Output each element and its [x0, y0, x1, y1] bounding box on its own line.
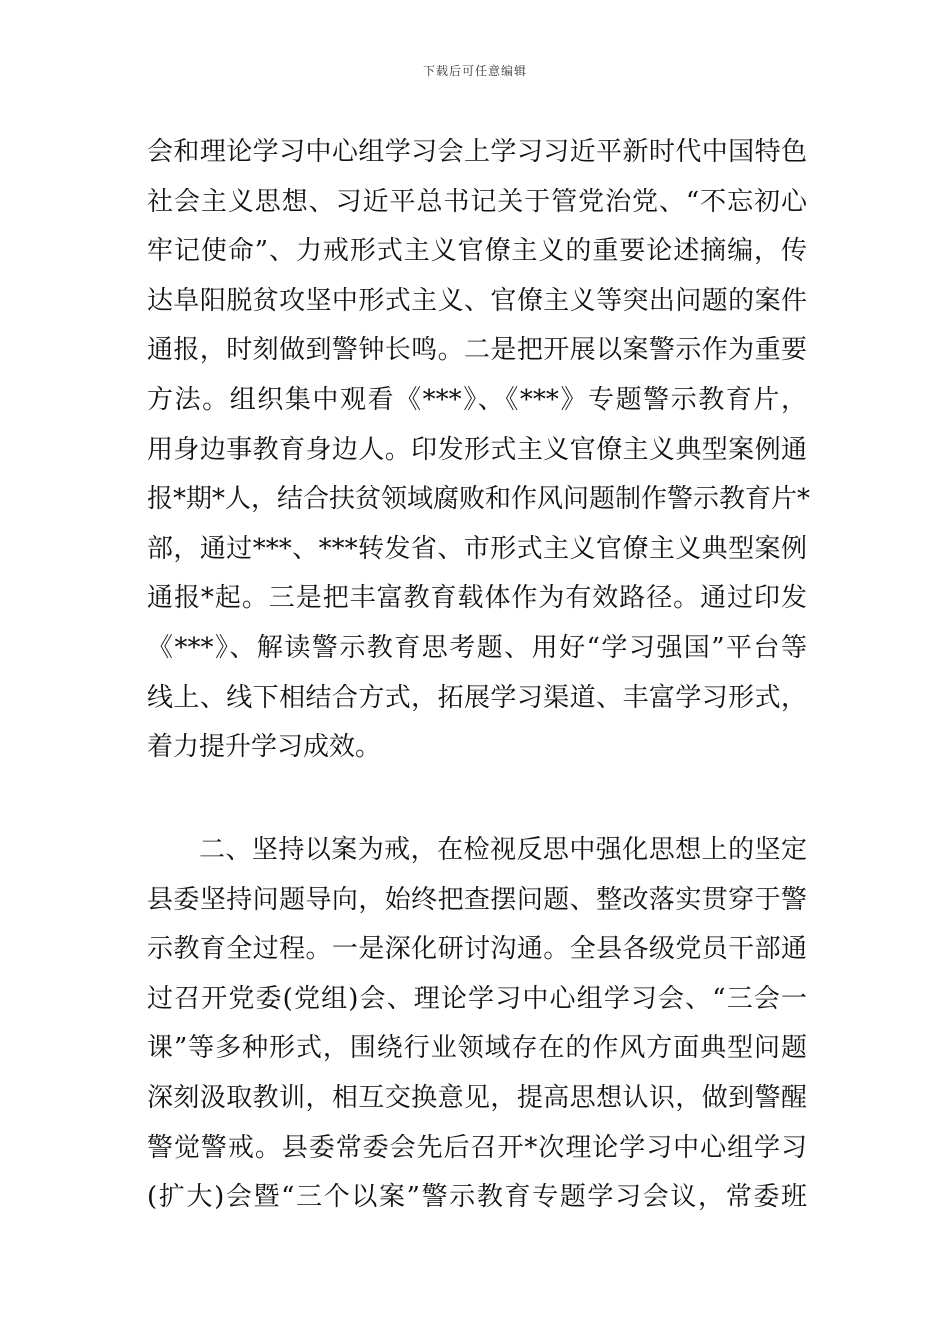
- section-heading: 二、坚持以案为戒，在检视反思中强化思想上的坚定: [199, 835, 807, 865]
- text-line: 会和理论学习中心组学习会上学习习近平新时代中国特色: [147, 137, 807, 167]
- text-line: 通报*起。三是把丰富教育载体作为有效路径。通过印发: [147, 583, 807, 614]
- text-line: 达阜阳脱贫攻坚中形式主义、官僚主义等突出问题的案件: [147, 285, 807, 316]
- text-line: 通报，时刻做到警钟长鸣。二是把开展以案警示作为重要: [147, 335, 807, 366]
- paragraph-2: [147, 826, 807, 1223]
- text-line: 部，通过***、***转发省、市形式主义官僚主义典型案例: [147, 533, 807, 564]
- text-line: 《***》、解读警示教育思考题、用好“学习强国”平台等: [147, 632, 807, 663]
- page-header: 下载后可任意编辑: [422, 64, 527, 78]
- text-line: 牢记使命”、力戒形式主义官僚主义的重要论述摘编，传: [147, 236, 807, 267]
- text-line: 示教育全过程。一是深化研讨沟通。全县各级党员干部通: [147, 934, 807, 965]
- paragraph-1: [147, 128, 811, 773]
- text-line: 社会主义思想、习近平总书记关于管党治党、“不忘初心: [147, 186, 807, 217]
- text-line: 警觉警戒。县委常委会先后召开*次理论学习中心组学习: [147, 1132, 807, 1163]
- text-line: 线上、线下相结合方式，拓展学习渠道、丰富学习形式，: [147, 682, 807, 713]
- text-line: 课”等多种形式，围绕行业领域存在的作风方面典型问题: [147, 1033, 807, 1064]
- text-line: 过召开党委(党组)会、理论学习中心组学习会、“三会一: [147, 983, 807, 1014]
- text-line: 方法。组织集中观看《***》、《***》专题警示教育片，: [147, 384, 807, 415]
- text-line: 报*期*人，结合扶贫领域腐败和作风问题制作警示教育片*: [147, 484, 811, 515]
- text-line: 用身边事教育身边人。印发形式主义官僚主义典型案例通: [147, 434, 807, 465]
- text-line: 县委坚持问题导向，始终把查摆问题、整改落实贯穿于警: [147, 884, 807, 915]
- text-line: 深刻汲取教训，相互交换意见，提高思想认识，做到警醒: [147, 1082, 807, 1113]
- text-line: 着力提升学习成效。: [147, 732, 382, 763]
- text-line: (扩大)会暨“三个以案”警示教育专题学习会议，常委班: [147, 1182, 807, 1213]
